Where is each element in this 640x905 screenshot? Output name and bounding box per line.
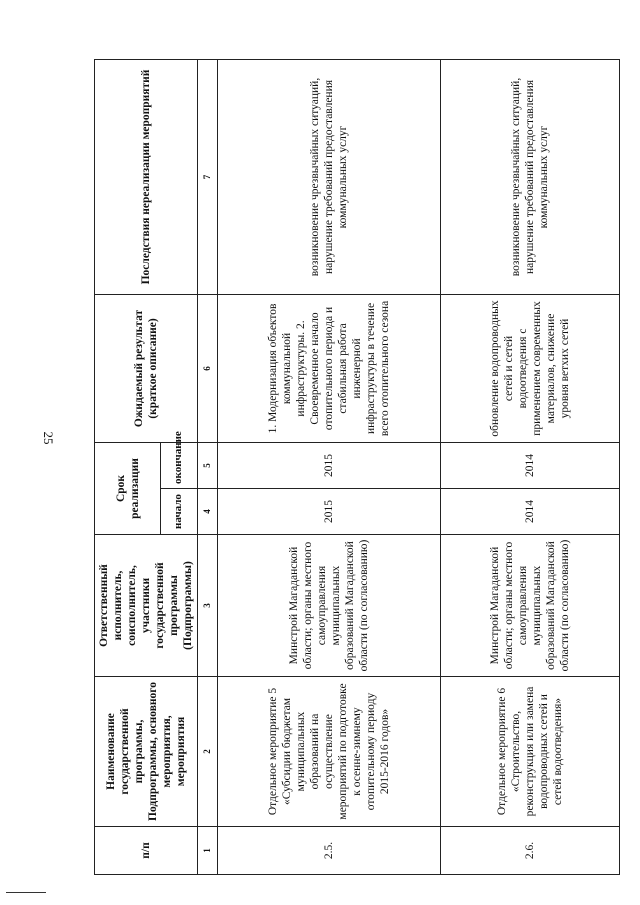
header-result: Ожидаемый результат (краткое описание) — [95, 294, 198, 442]
header-start: начало — [161, 489, 198, 535]
row-end: 2015 — [218, 442, 441, 488]
row-end: 2014 — [441, 442, 620, 488]
header-executor: Ответственный исполнитель, соисполнитель, участники государственной программы (Подпрограммы) — [95, 535, 198, 677]
header-end: окончание — [161, 442, 198, 488]
page-number: 25 — [41, 431, 56, 445]
row-executor: Минстрой Магаданской области; органы местного самоуправления муниципальных образований Магаданской области (по согласованию) — [218, 535, 441, 677]
column-number: 2 — [198, 677, 218, 827]
row-name: Отдельное мероприятие 5 «Субсидии бюджетам муниципальных образований на осуществление мероприятий по подготовке к осенне-зимнему отопительному периоду 2015-2016 годов» — [218, 677, 441, 827]
row-consequences: возникновение чрезвычайных ситуаций, нарушение требований предоставления коммунальных услуг — [441, 59, 620, 294]
header-name: Наименование государственной программы, Подпрограммы, основного мероприятия, мероприятия — [95, 677, 198, 827]
header-row — [95, 59, 161, 874]
column-number: 4 — [198, 489, 218, 535]
footnote-divider — [6, 892, 46, 893]
row-start: 2015 — [218, 489, 441, 535]
column-numbers-row — [198, 59, 218, 874]
table-row — [441, 59, 620, 874]
program-activities-table — [94, 59, 620, 875]
row-start: 2014 — [441, 489, 620, 535]
header-period: Срок реализации — [95, 442, 161, 534]
rotated-table-container — [94, 60, 571, 875]
column-number: 3 — [198, 535, 218, 677]
column-number: 6 — [198, 294, 218, 442]
header-num: п/п — [95, 827, 198, 875]
header-consequences: Последствия нереализации мероприятий — [95, 59, 198, 294]
column-number: 7 — [198, 59, 218, 294]
row-num: 2.6. — [441, 827, 620, 875]
table-row — [218, 59, 441, 874]
row-result: 1. Модернизация объектов коммунальной инфраструктуры. 2. Своевременное начало отопительного периода и стабильная работа инженерной инфраструктуры в течение всего отопительного сезона — [218, 294, 441, 442]
row-num: 2.5. — [218, 827, 441, 875]
row-result: обновление водопроводных сетей и сетей водоотведения с применением современных материалов, снижение уровня ветхих сетей — [441, 294, 620, 442]
row-consequences: возникновение чрезвычайных ситуаций, нарушение требований предоставления коммунальных услуг — [218, 59, 441, 294]
column-number: 5 — [198, 442, 218, 488]
row-name: Отдельное мероприятие 6 «Строительство, реконструкция или замена водопроводных сетей и сетей водоотведения» — [441, 677, 620, 827]
column-number: 1 — [198, 827, 218, 875]
row-executor: Минстрой Магаданской области; органы местного самоуправления муниципальных образований Магаданской области (по согласованию) — [441, 535, 620, 677]
